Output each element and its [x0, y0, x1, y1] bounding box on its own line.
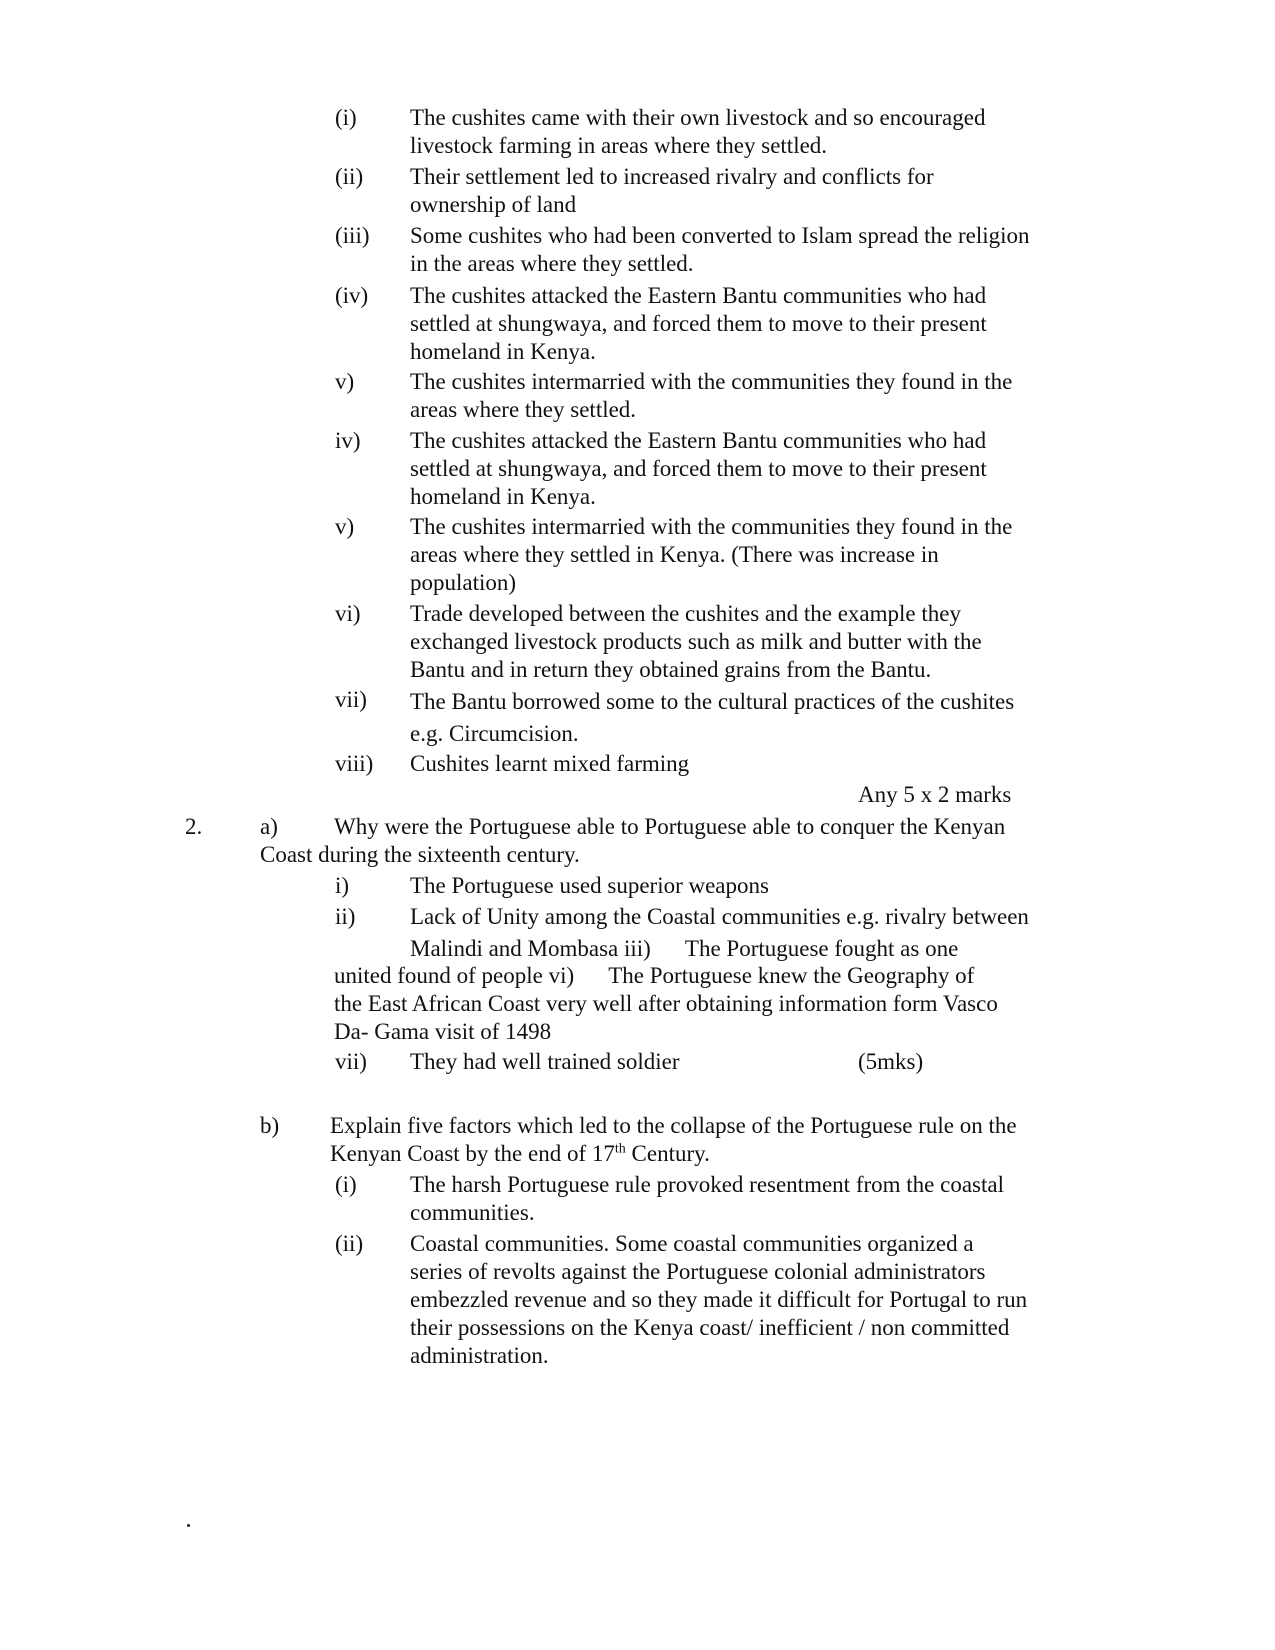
item-number: (i) — [335, 105, 357, 130]
text-line: Coast during the sixteenth century. — [260, 842, 580, 867]
text-line: the East African Coast very well after obtaining information form Vasco — [334, 991, 998, 1016]
text-line: The Portuguese used superior weapons — [410, 873, 769, 898]
item-text — [410, 368, 1090, 424]
item-number: vii) — [335, 1049, 367, 1074]
item-text — [410, 872, 1090, 900]
item-text — [410, 222, 1090, 278]
text-line: administration. — [410, 1343, 549, 1368]
text-line: homeland in Kenya. — [410, 484, 596, 509]
part-a-marks: (5mks) — [858, 1049, 924, 1074]
stray-dot — [187, 1524, 190, 1527]
item-number: i) — [335, 873, 350, 898]
item-number: v) — [335, 514, 355, 539]
text-line: Trade developed between the cushites and the example they — [410, 601, 961, 626]
part-b-question — [330, 1112, 1017, 1168]
text-line: in the areas where they settled. — [410, 251, 694, 276]
text-line: homeland in Kenya. — [410, 339, 596, 364]
item-number: (i) — [335, 1172, 357, 1197]
text-line: The Bantu borrowed some to the cultural practices of the cushites — [410, 689, 1015, 714]
text-line: Lack of Unity among the Coastal communities e.g. rivalry between — [410, 904, 1029, 929]
part-a-question-line2 — [260, 841, 580, 869]
superscript: th — [614, 1141, 626, 1157]
text-line: settled at shungwaya, and forced them to move to their present — [410, 311, 987, 336]
text-line: communities. — [410, 1200, 535, 1225]
text-line: livestock farming in areas where they settled. — [410, 133, 828, 158]
item-number: vii) — [335, 687, 367, 712]
item-text — [410, 686, 1090, 750]
item-text — [410, 600, 1090, 684]
item-text — [410, 513, 1090, 597]
item-text — [410, 750, 1090, 778]
text-line: The cushites came with their own livestock and so encouraged — [410, 105, 986, 130]
item-number: (ii) — [335, 1231, 364, 1256]
item-text — [410, 282, 1090, 366]
text-line: Their settlement led to increased rivalry and conflicts for — [410, 164, 934, 189]
section1-marks: Any 5 x 2 marks — [858, 782, 1012, 807]
part-a-question-line1 — [334, 813, 1005, 841]
text-line: Some cushites who had been converted to Islam spread the religion — [410, 223, 1030, 248]
text-line: The cushites intermarried with the communities they found in the — [410, 514, 1013, 539]
item-text — [410, 163, 1090, 219]
item-number: ii) — [335, 904, 356, 929]
text-line: Why were the Portuguese able to Portuguese able to conquer the Kenyan — [334, 814, 1006, 839]
text-line: Da- Gama visit of 1498 — [334, 1019, 552, 1044]
text-line: The cushites attacked the Eastern Bantu communities who had — [410, 428, 987, 453]
text-line: population) — [410, 570, 517, 595]
item-text — [410, 1171, 1090, 1227]
item-number: v) — [335, 369, 355, 394]
item-text — [410, 1230, 1090, 1370]
text-line: ownership of land — [410, 192, 577, 217]
text-line: Coastal communities. Some coastal communities organized a — [410, 1231, 974, 1256]
item-number: viii) — [335, 751, 374, 776]
text-line: areas where they settled in Kenya. (There was increase in — [410, 542, 939, 567]
text-line: their possessions on the Kenya coast/ inefficient / non committed — [410, 1315, 1010, 1340]
item-text — [410, 1048, 1090, 1076]
text-line: Malindi and Mombasa iii) The Portuguese fought as one — [410, 936, 959, 961]
text-line — [330, 1140, 1017, 1168]
text-line: e.g. Circumcision. — [410, 721, 579, 746]
part-a-runon-lines — [334, 962, 998, 1046]
item-text — [410, 903, 1090, 931]
text-line: The cushites attacked the Eastern Bantu communities who had — [410, 283, 987, 308]
text-line: settled at shungwaya, and forced them to move to their present — [410, 456, 987, 481]
item-number: vi) — [335, 601, 361, 626]
text-line: series of revolts against the Portuguese colonial administrators — [410, 1259, 986, 1284]
question-number: 2. — [185, 814, 203, 839]
part-a-runon-line1 — [410, 935, 958, 963]
text-line: The cushites intermarried with the communities they found in the — [410, 369, 1013, 394]
text-line: Cushites learnt mixed farming — [410, 751, 690, 776]
item-text — [410, 104, 1090, 160]
item-number: (iv) — [335, 283, 369, 308]
text-line: Bantu and in return they obtained grains from the Bantu. — [410, 657, 932, 682]
text-line: Explain five factors which led to the collapse of the Portuguese rule on the — [330, 1113, 1017, 1138]
part-a-letter: a) — [260, 814, 278, 839]
text-line: The harsh Portuguese rule provoked resentment from the coastal — [410, 1172, 1004, 1197]
text-line: united found of people vi) The Portuguese knew the Geography of — [334, 963, 975, 988]
text-line: embezzled revenue and so they made it difficult for Portugal to run — [410, 1287, 1028, 1312]
item-number: (ii) — [335, 164, 364, 189]
text-line: They had well trained soldier — [410, 1049, 680, 1074]
text-fragment: Century. — [625, 1141, 710, 1166]
item-number: iv) — [335, 428, 361, 453]
text-line: areas where they settled. — [410, 397, 637, 422]
text-fragment: Kenyan Coast by the end of 17 — [330, 1141, 615, 1166]
item-text — [410, 427, 1090, 511]
text-line: exchanged livestock products such as milk and butter with the — [410, 629, 982, 654]
part-b-letter: b) — [260, 1113, 280, 1138]
item-number: (iii) — [335, 223, 370, 248]
